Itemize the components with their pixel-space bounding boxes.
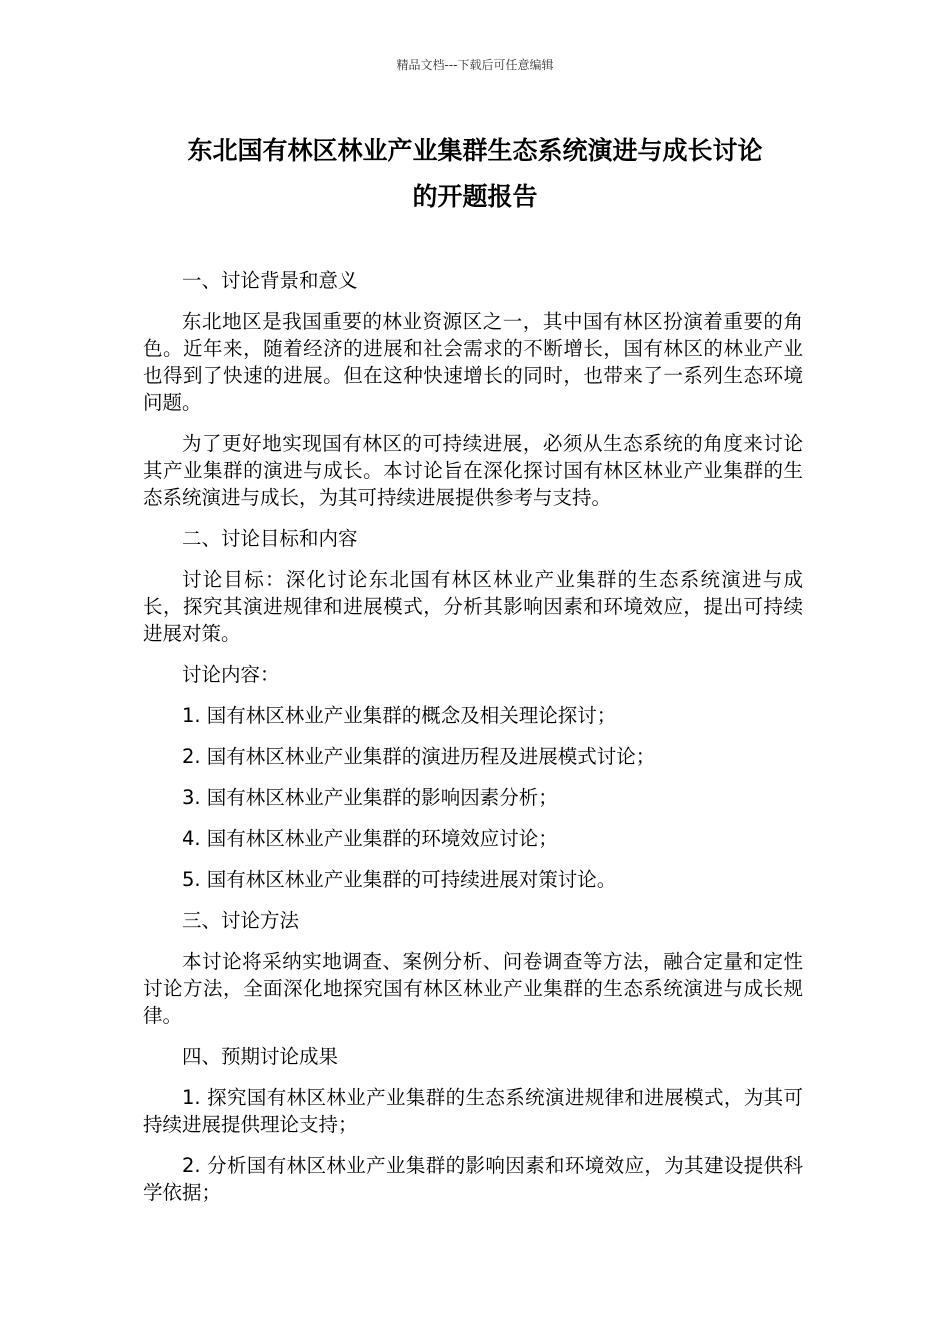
header-note: 精品文档---下载后可任意编辑	[396, 58, 554, 72]
paragraph-background-1: 东北地区是我国重要的林业资源区之一，其中国有林区扮演着重要的角色。近年来，随着经济的进展和社会需求的不断增长，国有林区的林业产业也得到了快速的进展。但在这种快速增长的同时，也带来了一系列生态环境问题。	[143, 310, 803, 414]
paragraph-background-2: 为了更好地实现国有林区的可持续进展，必须从生态系统的角度来讨论其产业集群的演进与成长。本讨论旨在深化探讨国有林区林业产业集群的生态系统演进与成长，为其可持续进展提供参考与支持。	[143, 432, 803, 509]
title-line-2: 的开题报告	[412, 182, 538, 211]
title-line-1: 东北国有林区林业产业集群生态系统演进与成长讨论	[187, 136, 763, 165]
paragraph-goals: 讨论目标：深化讨论东北国有林区林业产业集群的生态系统演进与成长，探究其演进规律和进展模式，分析其影响因素和环境效应，提出可持续进展对策。	[143, 568, 803, 645]
document-body	[143, 267, 803, 1220]
section-heading-background: 一、讨论背景和意义	[182, 269, 358, 292]
list-item-content-5: 5. 国有林区林业产业集群的可持续进展对策讨论。	[182, 868, 617, 891]
list-item-content-1: 1. 国有林区林业产业集群的概念及相关理论探讨；	[182, 704, 617, 727]
paragraph-methods: 本讨论将采纳实地调查、案例分析、问卷调查等方法，融合定量和定性讨论方法，全面深化地探究国有林区林业产业集群的生态系统演进与成长规律。	[143, 950, 803, 1027]
list-item-outcome-1: 1. 探究国有林区林业产业集群的生态系统演进规律和进展模式，为其可持续进展提供理论支持；	[143, 1086, 803, 1136]
section-heading-goals: 二、讨论目标和内容	[182, 527, 358, 550]
section-heading-outcomes: 四、预期讨论成果	[182, 1045, 339, 1068]
list-item-content-3: 3. 国有林区林业产业集群的影响因素分析；	[182, 786, 558, 809]
list-item-content-2: 2. 国有林区林业产业集群的演进历程及进展模式讨论；	[182, 745, 656, 768]
paragraph-content-label: 讨论内容：	[182, 663, 280, 686]
section-heading-methods: 三、讨论方法	[182, 909, 300, 932]
document-title	[120, 128, 830, 220]
list-item-content-4: 4. 国有林区林业产业集群的环境效应讨论；	[182, 827, 558, 850]
list-item-outcome-2: 2. 分析国有林区林业产业集群的影响因素和环境效应，为其建设提供科学依据；	[143, 1154, 803, 1204]
